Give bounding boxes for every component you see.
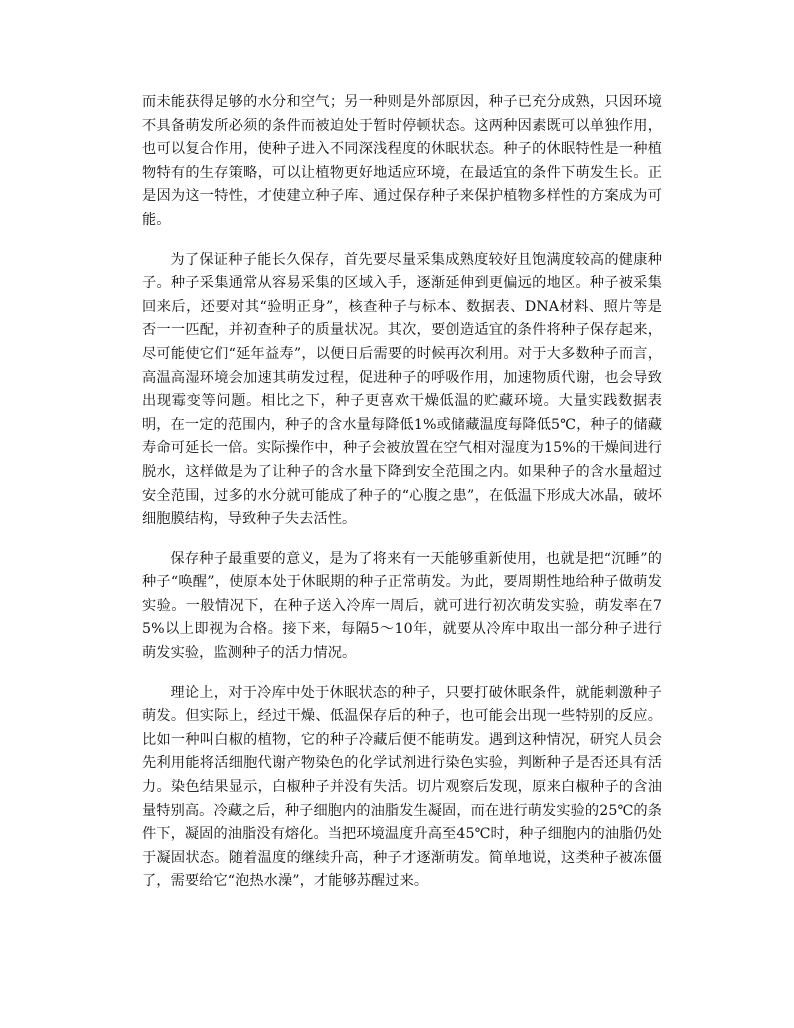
paragraph-3: 保存种子最重要的意义，是为了将来有一天能够重新使用，也就是把“沉睡”的种子“唤醒”，使原本处于休眠期的种子正常萌发。为此，要周期性地给种子做萌发实验。一般情况下，在种子送入冷库一周后，就可进行初次萌发实验，萌发率在75%以上即视为合格。接下来，每隔5～10年，就要从冷库中取出一部分种子进行萌发实验，监测种子的活力情况。 [142,550,662,662]
paragraph-2: 为了保证种子能长久保存，首先要尽量采集成熟度较好且饱满度较高的健康种子。种子采集通常从容易采集的区域入手，逐渐延伸到更偏远的地区。种子被采集回来后，还要对其“验明正身”，核查种子与标本、数据表、DNA材料、照片等是否一一匹配，并初查种子的质量状况。其次，要创造适宜的条件将种子保存起来，尽可能使它们“延年益寿”，以便日后需要的时候再次利用。对于大多数种子而言，高温高湿环境会加速其萌发过程，促进种子的呼吸作用，加速物质代谢，也会导致出现霉变等问题。相比之下，种子更喜欢干燥低温的贮藏环境。大量实践数据表明，在一定的范围内，种子的含水量每降低1%或储藏温度每降低5℃，种子的储藏寿命可延长一倍。实际操作中，种子会被放置在空气相对湿度为15%的干燥间进行脱水，这样做是为了让种子的含水量下降到安全范围之内。如果种子的含水量超过安全范围，过多的水分就可能成了种子的“心腹之患”，在低温下形成大冰晶，破坏细胞膜结构，导致种子失去活性。 [142,251,662,528]
paragraph-1: 而未能获得足够的水分和空气；另一种则是外部原因，种子已充分成熟，只因环境不具备萌发所必须的条件而被迫处于暂时停顿状态。这两种因素既可以单独作用，也可以复合作用，使种子进入不同深浅程度的休眠状态。种子的休眠特性是一种植物特有的生存策略，可以让植物更好地适应环境，在最适宜的条件下萌发生长。正是因为这一特性，才使建立种子库、通过保存种子来保护植物多样性的方案成为可能。 [142,94,662,228]
paragraph-4: 理论上，对于冷库中处于休眠状态的种子，只要打破休眠条件，就能刺激种子萌发。但实际上，经过干燥、低温保存后的种子，也可能会出现一些特别的反应。比如一种叫白椒的植物，它的种子冷藏后便不能萌发。遇到这种情况，研究人员会先利用能将活细胞代谢产物染色的化学试剂进行染色实验，判断种子是否还具有活力。染色结果显示，白椒种子并没有失活。切片观察后发现，原来白椒种子的含油量特别高。冷藏之后，种子细胞内的油脂发生凝固，而在进行萌发实验的25℃的条件下，凝固的油脂没有熔化。当把环境温度升高至45℃时，种子细胞内的油脂仍处于凝固状态。随着温度的继续升高，种子才逐渐萌发。简单地说，这类种子被冻僵了，需要给它“泡热水澡”，才能够苏醒过来。 [142,684,663,890]
document-body [142,91,662,910]
